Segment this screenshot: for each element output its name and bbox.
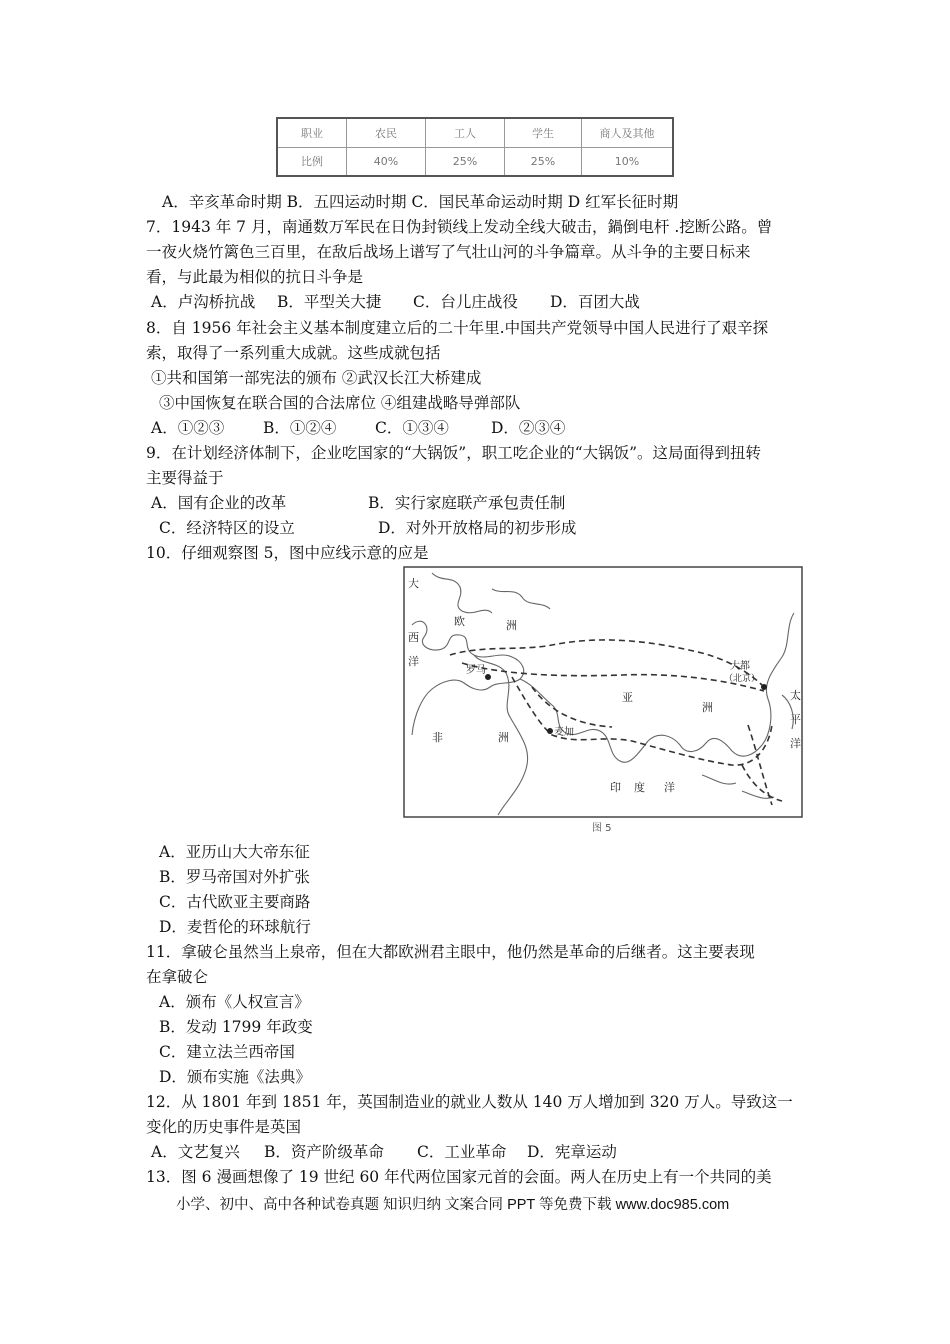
map-label: 度 — [634, 781, 645, 794]
occupation-table — [276, 117, 674, 177]
table-cell: 25% — [426, 147, 505, 176]
q7-option-b[interactable]: B．平型关大捷 — [277, 293, 382, 311]
q9-stem-line: 9．在计划经济体制下，企业吃国家的“大锅饭”，职工吃企业的“大锅饭”。这局面得到扭转 — [146, 444, 762, 462]
q8-options — [151, 416, 565, 440]
dadu-dot — [761, 684, 767, 690]
table-row — [277, 147, 673, 176]
table-header-cell: 学生 — [505, 118, 582, 147]
q10-option-d[interactable]: D．麦哲伦的环球航行 — [159, 918, 311, 936]
table-header-cell: 农民 — [347, 118, 426, 147]
q12-stem-line: 12．从 1801 年到 1851 年，英国制造业的就业人数从 140 万人增加到 320 万人。导致这一 — [146, 1093, 793, 1111]
table-cell: 25% — [505, 147, 582, 176]
q9-stem-line: 主要得益于 — [146, 469, 224, 487]
map-label: 非 — [432, 731, 443, 744]
q13-stem-line: 13．图 6 漫画想像了 19 世纪 60 年代两位国家元首的会面。两人在历史上有一个共同的美 — [146, 1168, 772, 1186]
table-header-cell: 商人及其他 — [582, 118, 674, 147]
page-footer: 小学、初中、高中各种试卷真题 知识归纳 文案合同 PPT 等免费下载 www.doc985.com — [176, 1197, 730, 1213]
map-caption: 图 5 — [592, 823, 612, 834]
q12-option-c[interactable]: C．工业革命 — [417, 1143, 507, 1161]
table-header-cell: 职业 — [277, 118, 347, 147]
map-label: 大都 — [730, 661, 750, 672]
q9-option-d[interactable]: D．对外开放格局的初步形成 — [378, 519, 577, 537]
q7-stem-line: 7．1943 年 7 月，南通数万军民在日伪封锁线上发动全线大破击，鍋倒电杆 .挖断公路。曾 — [146, 218, 773, 236]
mecca-dot — [547, 728, 553, 734]
map-label: 印 — [610, 781, 621, 794]
q11-option-d[interactable]: D．颁布实施《法典》 — [159, 1068, 311, 1086]
q11-stem-line: 在拿破仑 — [146, 968, 209, 986]
q8-item-line: ③中国恢复在联合国的合法席位 ④组建战略导弹部队 — [159, 394, 521, 412]
route-map-figure — [402, 565, 804, 835]
q11-option-c[interactable]: C．建立法兰西帝国 — [159, 1043, 295, 1061]
q7-option-d[interactable]: D．百团大战 — [550, 293, 640, 311]
map-label: 洋 — [408, 655, 419, 668]
table-cell: 10% — [582, 147, 674, 176]
q10-option-a[interactable]: A．亚历山大大帝东征 — [159, 843, 310, 861]
q8-item-line: ①共和国第一部宪法的颁布 ②武汉长江大桥建成 — [151, 369, 482, 387]
q11-option-b[interactable]: B．发动 1799 年政变 — [159, 1018, 313, 1036]
q8-stem-line: 8．自 1956 年社会主义基本制度建立后的二十年里.中国共产党领导中国人民进行了艰辛探 — [146, 319, 769, 337]
q8-stem-line: 索，取得了一系列重大成就。这些成就包括 — [146, 344, 441, 362]
q9-option-b[interactable]: B．实行家庭联产承包责任制 — [368, 494, 566, 512]
map-label: 洲 — [506, 619, 517, 632]
q12-stem-line: 变化的历史事件是英国 — [146, 1118, 302, 1136]
map-border — [404, 567, 802, 817]
q10-stem: 10．仔细观察图 5，图中应线示意的应是 — [146, 544, 429, 562]
q9-options-row1 — [151, 491, 565, 515]
map-label: 大 — [408, 577, 419, 590]
q10-option-b[interactable]: B．罗马帝国对外扩张 — [159, 868, 310, 886]
map-label: 麦加 — [554, 727, 574, 738]
q8-option-b[interactable]: B．①②④ — [263, 419, 337, 437]
q8-option-d[interactable]: D．②③④ — [491, 419, 566, 437]
q7-option-a[interactable]: A．卢沟桥抗战 — [151, 293, 256, 311]
map-label: 欧 — [454, 615, 465, 628]
map-label: （北京） — [724, 674, 761, 684]
map-label: 平 — [790, 713, 801, 726]
q8-option-c[interactable]: C．①③④ — [375, 419, 449, 437]
q9-option-a[interactable]: A．国有企业的改革 — [151, 494, 287, 512]
q6-options: A．辛亥革命时期 B．五四运动时期 C．国民革命运动时期 D 红军长征时期 — [162, 193, 679, 211]
q10-option-c[interactable]: C．古代欧亚主要商路 — [159, 893, 311, 911]
map-label: 罗马 — [466, 665, 486, 676]
map-label: 洲 — [498, 731, 509, 744]
q12-option-d[interactable]: D．宪章运动 — [527, 1143, 617, 1161]
map-label: 太 — [790, 689, 801, 702]
q7-option-c[interactable]: C．台儿庄战役 — [413, 293, 518, 311]
q11-option-a[interactable]: A．颁布《人权宣言》 — [159, 993, 310, 1011]
map-label: 西 — [408, 631, 419, 644]
map-label: 洋 — [790, 737, 801, 750]
table-row-label: 比例 — [277, 147, 347, 176]
table-header-cell: 工人 — [426, 118, 505, 147]
q12-option-b[interactable]: B．资产阶级革命 — [264, 1143, 384, 1161]
q12-option-a[interactable]: A．文艺复兴 — [151, 1143, 240, 1161]
q7-options — [151, 290, 640, 314]
q9-options-row2 — [159, 516, 576, 540]
map-label: 亚 — [622, 691, 633, 704]
q7-stem-line: 看，与此最为相似的抗日斗争是 — [146, 268, 364, 286]
q7-stem-line: 一夜火烧竹篱色三百里，在敌后战场上谱写了气壮山河的斗争篇章。从斗争的主要日标来 — [146, 243, 751, 261]
table-cell: 40% — [347, 147, 426, 176]
table-header-row — [277, 118, 673, 147]
map-label: 洲 — [702, 701, 713, 714]
q12-options — [151, 1140, 617, 1164]
q8-option-a[interactable]: A．①②③ — [151, 419, 225, 437]
q11-stem-line: 11．拿破仑虽然当上泉帝，但在大都欧洲君主眼中，他仍然是革命的后继者。这主要表现 — [146, 943, 755, 961]
q9-option-c[interactable]: C．经济特区的设立 — [159, 519, 295, 537]
map-label: 洋 — [664, 781, 675, 794]
